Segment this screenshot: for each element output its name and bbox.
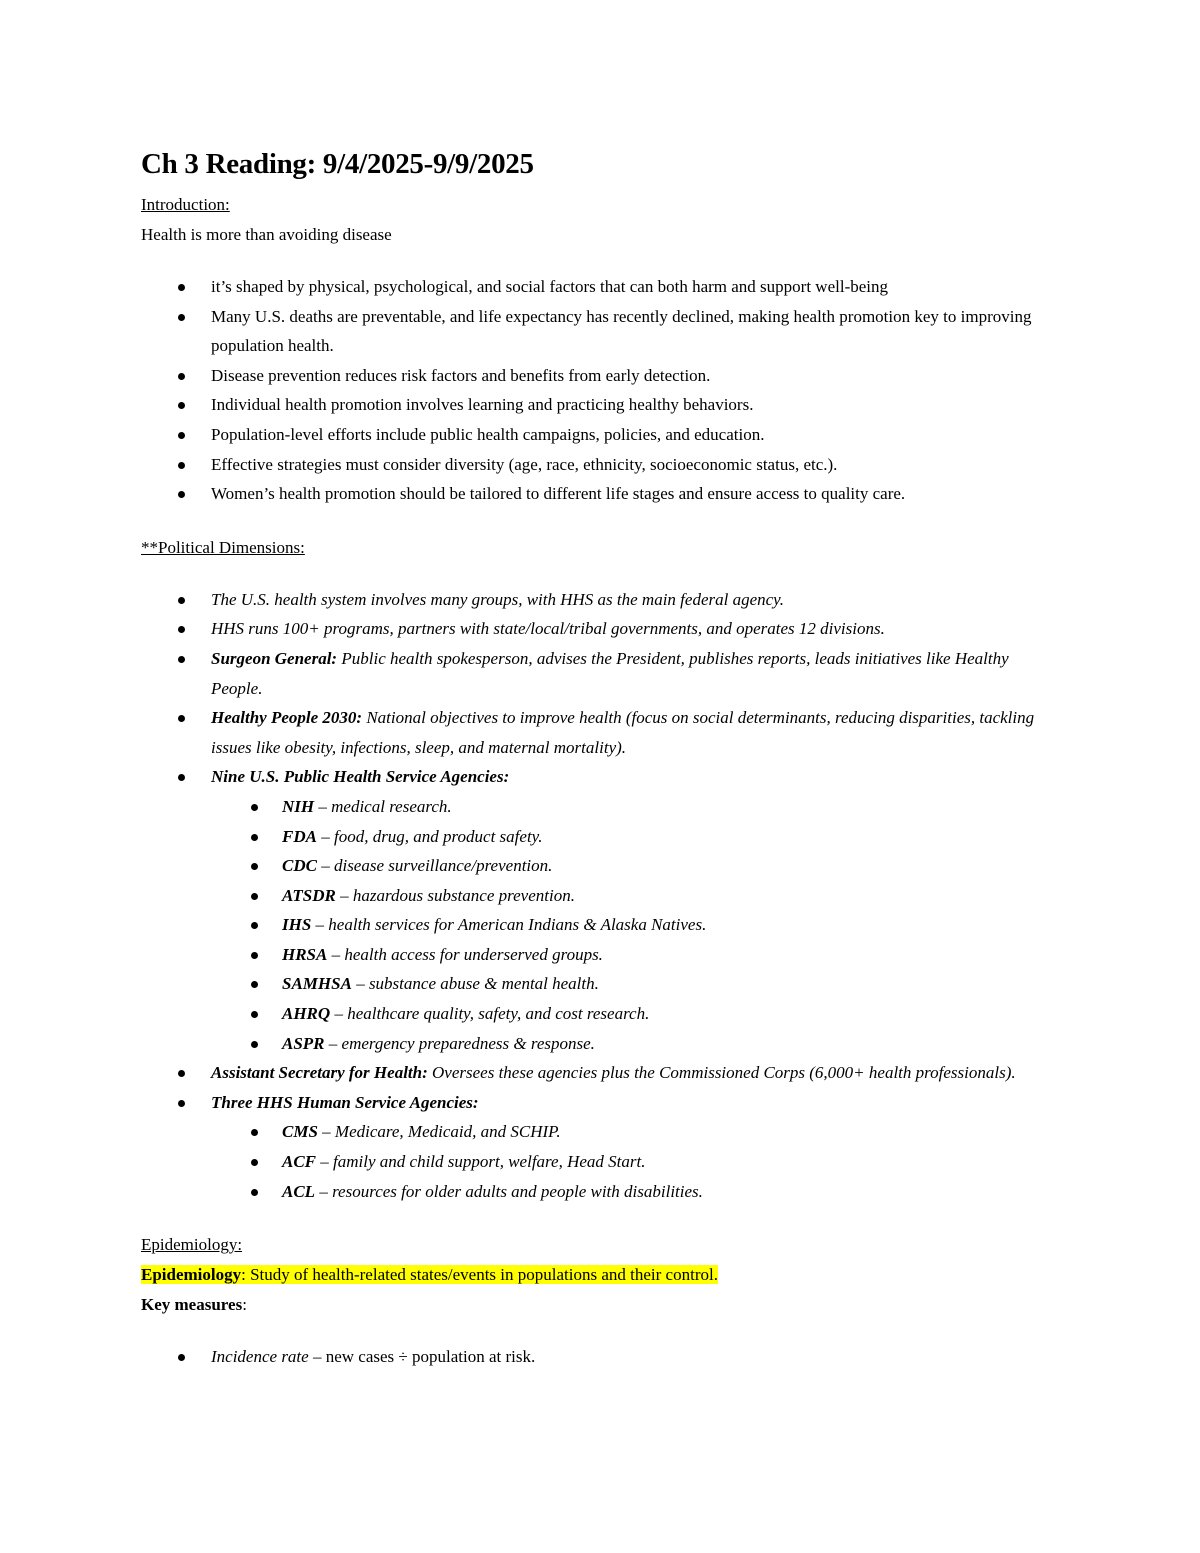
agency-item <box>282 822 1061 852</box>
list-item <box>211 762 1061 1058</box>
agency-item <box>282 910 1061 940</box>
agency-item <box>282 940 1061 970</box>
definition-text: : Study of health-related states/events in populations and their control. <box>241 1265 718 1285</box>
list-item: Individual health promotion involves learning and practicing healthy behaviors. <box>211 390 1061 420</box>
measure-term: Incidence rate <box>211 1347 309 1367</box>
agency-abbr: IHS <box>282 915 312 935</box>
agency-desc: – family and child support, welfare, Head Start. <box>316 1152 646 1172</box>
measures-bullet-list <box>141 1342 1061 1372</box>
document-body <box>141 146 1061 1372</box>
agency-abbr: FDA <box>282 826 317 846</box>
agency-item <box>282 851 1061 881</box>
agency-sublist <box>211 792 1061 1058</box>
human-agency-sublist <box>211 1117 1061 1206</box>
agency-desc: – health access for underserved groups. <box>327 944 603 964</box>
agency-item <box>282 969 1061 999</box>
item-label: Nine U.S. Public Health Service Agencies: <box>211 767 510 787</box>
list-item <box>211 1088 1061 1206</box>
agency-desc: – emergency preparedness & response. <box>324 1033 595 1053</box>
item-text: Oversees these agencies plus the Commissioned Corps (6,000+ health professionals). <box>427 1063 1016 1083</box>
agency-abbr: NIH <box>282 796 315 816</box>
item-label: Surgeon General: <box>211 648 338 668</box>
list-item: Effective strategies must consider diversity (age, race, ethnicity, socioeconomic status, etc.). <box>211 450 1061 480</box>
political-bullet-list <box>141 585 1061 1206</box>
agency-abbr: ASPR <box>282 1033 325 1053</box>
intro-bullet-list <box>141 272 1061 509</box>
list-item <box>211 1058 1061 1088</box>
intro-lead: Health is more than avoiding disease <box>141 225 392 244</box>
key-measures-text: Key measures <box>141 1295 243 1315</box>
agency-abbr: CDC <box>282 856 317 876</box>
agency-desc: – substance abuse & mental health. <box>351 974 599 994</box>
item-label: Assistant Secretary for Health: <box>211 1063 428 1083</box>
definition-term: Epidemiology <box>141 1265 242 1285</box>
measure-text: – new cases ÷ population at risk. <box>308 1347 536 1367</box>
agency-item <box>282 1117 1061 1147</box>
agency-item <box>282 881 1061 911</box>
agency-desc: – hazardous substance prevention. <box>335 885 575 905</box>
agency-desc: – health services for American Indians & Alaska Natives. <box>311 915 707 935</box>
key-measures-label <box>141 1290 1061 1320</box>
section-heading-political: **Political Dimensions: <box>141 537 305 557</box>
agency-desc: – Medicare, Medicaid, and SCHIP. <box>317 1122 561 1142</box>
section-heading-introduction: Introduction: <box>141 195 230 214</box>
key-measures-colon: : <box>242 1295 247 1315</box>
agency-desc: – resources for older adults and people with disabilities. <box>315 1181 703 1201</box>
agency-abbr: AHRQ <box>282 1004 331 1024</box>
epidemiology-definition <box>141 1260 1061 1290</box>
list-item: HHS runs 100+ programs, partners with state/local/tribal governments, and operates 12 divisions. <box>211 614 1061 644</box>
agency-item <box>282 1147 1061 1177</box>
agency-abbr: ACF <box>282 1152 317 1172</box>
agency-desc: – medical research. <box>314 796 452 816</box>
list-item: Many U.S. deaths are preventable, and life expectancy has recently declined, making health promotion key to improving population health. <box>211 302 1061 361</box>
agency-item <box>282 1029 1061 1059</box>
agency-abbr: ACL <box>282 1181 316 1201</box>
list-item <box>211 1342 1061 1372</box>
list-item <box>211 703 1061 762</box>
list-item: The U.S. health system involves many groups, with HHS as the main federal agency. <box>211 585 1061 615</box>
agency-item <box>282 999 1061 1029</box>
agency-abbr: CMS <box>282 1122 318 1142</box>
agency-item <box>282 1177 1061 1207</box>
item-label: Three HHS Human Service Agencies: <box>211 1092 479 1112</box>
list-item: Disease prevention reduces risk factors and benefits from early detection. <box>211 361 1061 391</box>
item-label: Healthy People 2030: <box>211 708 363 728</box>
agency-item <box>282 792 1061 822</box>
list-item: Population-level efforts include public health campaigns, policies, and education. <box>211 420 1061 450</box>
section-heading-epidemiology: Epidemiology: <box>141 1235 243 1255</box>
list-item: Women’s health promotion should be tailored to different life stages and ensure access to quality care. <box>211 479 1061 509</box>
item-text: National objectives to improve health (focus on social determinants, reducing disparities, tackling issues like obesity, infections, sleep, and maternal mortality). <box>211 708 1035 757</box>
agency-desc: – healthcare quality, safety, and cost research. <box>330 1004 650 1024</box>
agency-abbr: SAMHSA <box>282 974 352 994</box>
agency-desc: – disease surveillance/prevention. <box>316 856 553 876</box>
list-item <box>211 644 1061 703</box>
page-title: Ch 3 Reading: 9/4/2025-9/9/2025 <box>141 148 534 180</box>
item-text: Public health spokesperson, advises the President, publishes reports, leads initiatives like Healthy People. <box>211 648 1009 698</box>
agency-abbr: ATSDR <box>282 885 336 905</box>
agency-desc: – food, drug, and product safety. <box>316 826 543 846</box>
list-item: it’s shaped by physical, psychological, and social factors that can both harm and support well-being <box>211 272 1061 302</box>
agency-abbr: HRSA <box>282 944 328 964</box>
